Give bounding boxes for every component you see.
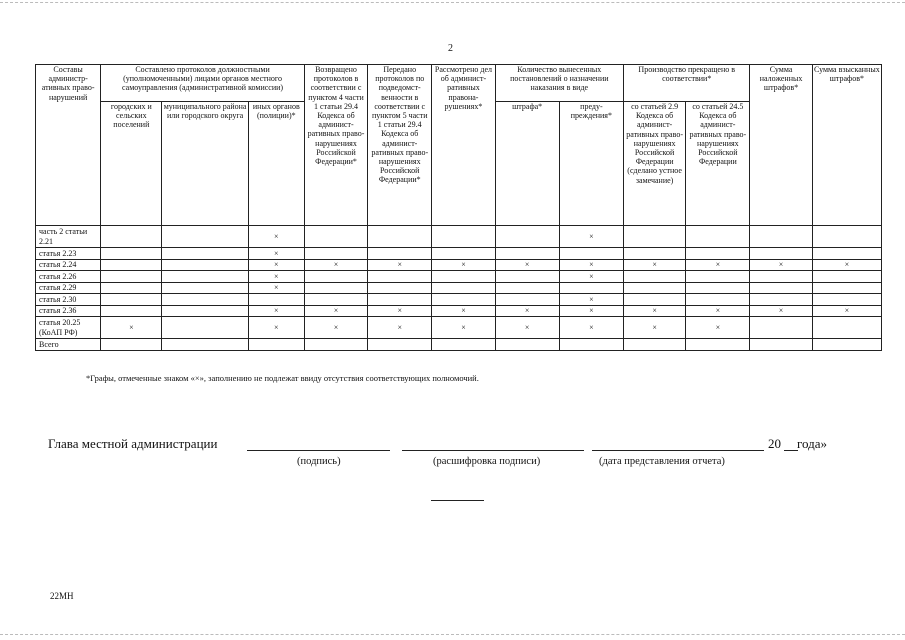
table-cell: [304, 226, 367, 248]
table-cell: ×: [495, 305, 559, 317]
signature-line: [247, 436, 390, 451]
table-cell: ×: [368, 317, 432, 339]
table-cell: [368, 294, 432, 306]
footnote: *Графы, отмеченные знаком «×», заполнению не подлежат ввиду отсутствия соответствующих полномочий.: [86, 373, 479, 383]
table-cell: [686, 248, 750, 260]
table-cell: [248, 339, 304, 351]
table-cell: [304, 282, 367, 294]
table-row: [36, 339, 882, 351]
table-cell: [432, 226, 495, 248]
table-cell: ×: [248, 282, 304, 294]
table-cell: [495, 248, 559, 260]
table-cell: [495, 271, 559, 283]
table-cell: ×: [624, 305, 686, 317]
table-cell: [162, 248, 248, 260]
header-article-24-5: со статьей 24.5 Кодекса об админист-ративных право-нарушениях Российской Федерации: [686, 102, 750, 226]
table-cell: ×: [686, 305, 750, 317]
table-cell: ×: [624, 259, 686, 271]
table-cell: [368, 226, 432, 248]
table-cell: [101, 259, 162, 271]
header-returned: Возвращено протоколов в соответствии с пунктом 4 части 1 статьи 29.4 Кодекса об админист-ративных право-нарушениях Российской Федерации*: [304, 65, 367, 226]
table-cell: [368, 248, 432, 260]
table-cell: ×: [750, 305, 812, 317]
table-cell: ×: [248, 226, 304, 248]
table-cell: [686, 339, 750, 351]
table-cell: ×: [248, 317, 304, 339]
row-label: статья 2.26: [36, 271, 101, 283]
header-other-bodies: иных органов (полиции)*: [248, 102, 304, 226]
table-cell: [812, 226, 881, 248]
table-cell: [368, 271, 432, 283]
table-cell: [495, 226, 559, 248]
row-label: часть 2 статьи 2.21: [36, 226, 101, 248]
table-cell: [750, 248, 812, 260]
report-table: [35, 64, 882, 351]
table-cell: [624, 282, 686, 294]
header-municipal-district: муниципального района или городского округа: [162, 102, 248, 226]
form-code: 22МН: [50, 591, 74, 601]
table-cell: ×: [812, 259, 881, 271]
table-cell: [624, 271, 686, 283]
header-terminated-group: Производство прекращено в соответствии*: [624, 65, 750, 102]
header-warning: преду-преждения*: [559, 102, 623, 226]
header-urban-settlements: городских и сельских поселений: [101, 102, 162, 226]
table-row: [36, 226, 882, 248]
year-suffix: года»: [797, 436, 828, 451]
table-cell: [162, 282, 248, 294]
table-cell: [686, 271, 750, 283]
table-cell: [162, 317, 248, 339]
table-cell: [624, 226, 686, 248]
table-cell: [432, 271, 495, 283]
table-row: [36, 271, 882, 283]
table-cell: [162, 305, 248, 317]
table-cell: [624, 248, 686, 260]
table-cell: [812, 339, 881, 351]
table-cell: [162, 226, 248, 248]
table-cell: ×: [368, 259, 432, 271]
table-cell: ×: [248, 271, 304, 283]
page-number: 2: [448, 43, 453, 54]
table-cell: [432, 339, 495, 351]
table-cell: [750, 282, 812, 294]
table-cell: ×: [248, 259, 304, 271]
table-cell: [101, 294, 162, 306]
table-cell: [304, 271, 367, 283]
table-cell: [101, 339, 162, 351]
table-cell: [101, 271, 162, 283]
table-cell: [432, 294, 495, 306]
table-cell: [686, 226, 750, 248]
table-cell: [101, 248, 162, 260]
table-row: [36, 282, 882, 294]
table-cell: [750, 294, 812, 306]
table-cell: ×: [248, 248, 304, 260]
page-edge-bottom: [0, 634, 905, 635]
header-considered: Рассмотрено дел об админист-ративных правона-рушениях*: [432, 65, 495, 226]
table-cell: ×: [559, 226, 623, 248]
table-cell: [162, 339, 248, 351]
table-cell: ×: [368, 305, 432, 317]
table-cell: [162, 294, 248, 306]
separator-line: [431, 500, 484, 501]
table-cell: [432, 248, 495, 260]
table-cell: ×: [304, 259, 367, 271]
header-transferred: Передано протоколов по подведомст-венности в соответствии с пунктом 5 части 1 статьи 29.4 Кодекса об админист-ративных право-нарушениях Российской Федерации*: [368, 65, 432, 226]
caption-date: (дата представления отчета): [599, 456, 725, 467]
table-cell: ×: [686, 317, 750, 339]
table-cell: [432, 282, 495, 294]
table-cell: [559, 339, 623, 351]
table-cell: [624, 294, 686, 306]
table-cell: [559, 282, 623, 294]
table-cell: ×: [559, 259, 623, 271]
table-cell: ×: [750, 259, 812, 271]
header-composition: Составы администр-ативных право-нарушений: [36, 65, 101, 226]
row-label: статья 2.30: [36, 294, 101, 306]
row-label: статья 2.24: [36, 259, 101, 271]
table-cell: [368, 282, 432, 294]
table-cell: [812, 271, 881, 283]
table-cell: [559, 248, 623, 260]
date-line: [592, 436, 764, 451]
table-cell: [304, 294, 367, 306]
caption-decode: (расшифровка подписи): [433, 456, 541, 467]
table-cell: [101, 226, 162, 248]
table-cell: [686, 294, 750, 306]
table-cell: ×: [495, 317, 559, 339]
table-cell: ×: [559, 271, 623, 283]
row-label: статья 2.29: [36, 282, 101, 294]
table-cell: [101, 282, 162, 294]
table-cell: [248, 294, 304, 306]
table-cell: ×: [812, 305, 881, 317]
page-edge-top: [0, 2, 905, 3]
table-cell: [101, 305, 162, 317]
header-article-2-9: со статьей 2.9 Кодекса об админист-ративных право-нарушениях Российской Федерации (сделано устное замечание): [624, 102, 686, 226]
table-cell: [750, 226, 812, 248]
signature-title: Глава местной администрации: [48, 436, 218, 451]
table-cell: [304, 248, 367, 260]
table-cell: ×: [432, 259, 495, 271]
table-cell: [162, 259, 248, 271]
row-label: Всего: [36, 339, 101, 351]
table-cell: [162, 271, 248, 283]
row-label: статья 2.23: [36, 248, 101, 260]
table-cell: ×: [495, 259, 559, 271]
table-body: [36, 226, 882, 351]
header-decisions-group: Количество вынесенных постановлений о назначении наказания в виде: [495, 65, 623, 102]
table-cell: [495, 282, 559, 294]
row-label: статья 20.25 (КоАП РФ): [36, 317, 101, 339]
table-cell: [368, 339, 432, 351]
table-cell: ×: [304, 305, 367, 317]
header-protocols-group: Составлено протоколов должностными (уполномоченными) лицами органов местного самоуправления (административной комиссии): [101, 65, 305, 102]
table-row: [36, 294, 882, 306]
table-cell: [495, 294, 559, 306]
row-label: статья 2.36: [36, 305, 101, 317]
table-cell: ×: [304, 317, 367, 339]
table-cell: [750, 317, 812, 339]
table-cell: [812, 317, 881, 339]
table-cell: [812, 282, 881, 294]
table-row: [36, 259, 882, 271]
table-cell: ×: [559, 294, 623, 306]
header-fines-imposed: Сумма наложенных штрафов*: [750, 65, 812, 226]
table-row: [36, 248, 882, 260]
table-cell: ×: [686, 259, 750, 271]
table-cell: [495, 339, 559, 351]
table-cell: ×: [101, 317, 162, 339]
table-row: [36, 317, 882, 339]
caption-signature: (подпись): [297, 456, 341, 467]
table-cell: [812, 248, 881, 260]
table-cell: ×: [559, 317, 623, 339]
table-cell: ×: [559, 305, 623, 317]
table-cell: [624, 339, 686, 351]
table-cell: [304, 339, 367, 351]
header-fines-collected: Сумма взысканных штрафов*: [812, 65, 881, 226]
table-cell: ×: [432, 305, 495, 317]
table-cell: [750, 271, 812, 283]
table-cell: [750, 339, 812, 351]
table-cell: ×: [624, 317, 686, 339]
table-cell: [812, 294, 881, 306]
header-fine: штрафа*: [495, 102, 559, 226]
year-blank-line: [784, 450, 798, 451]
table-row: [36, 305, 882, 317]
table-cell: ×: [248, 305, 304, 317]
table-cell: ×: [432, 317, 495, 339]
name-decode-line: [402, 436, 584, 451]
year-prefix: 20: [768, 436, 781, 451]
table-cell: [686, 282, 750, 294]
